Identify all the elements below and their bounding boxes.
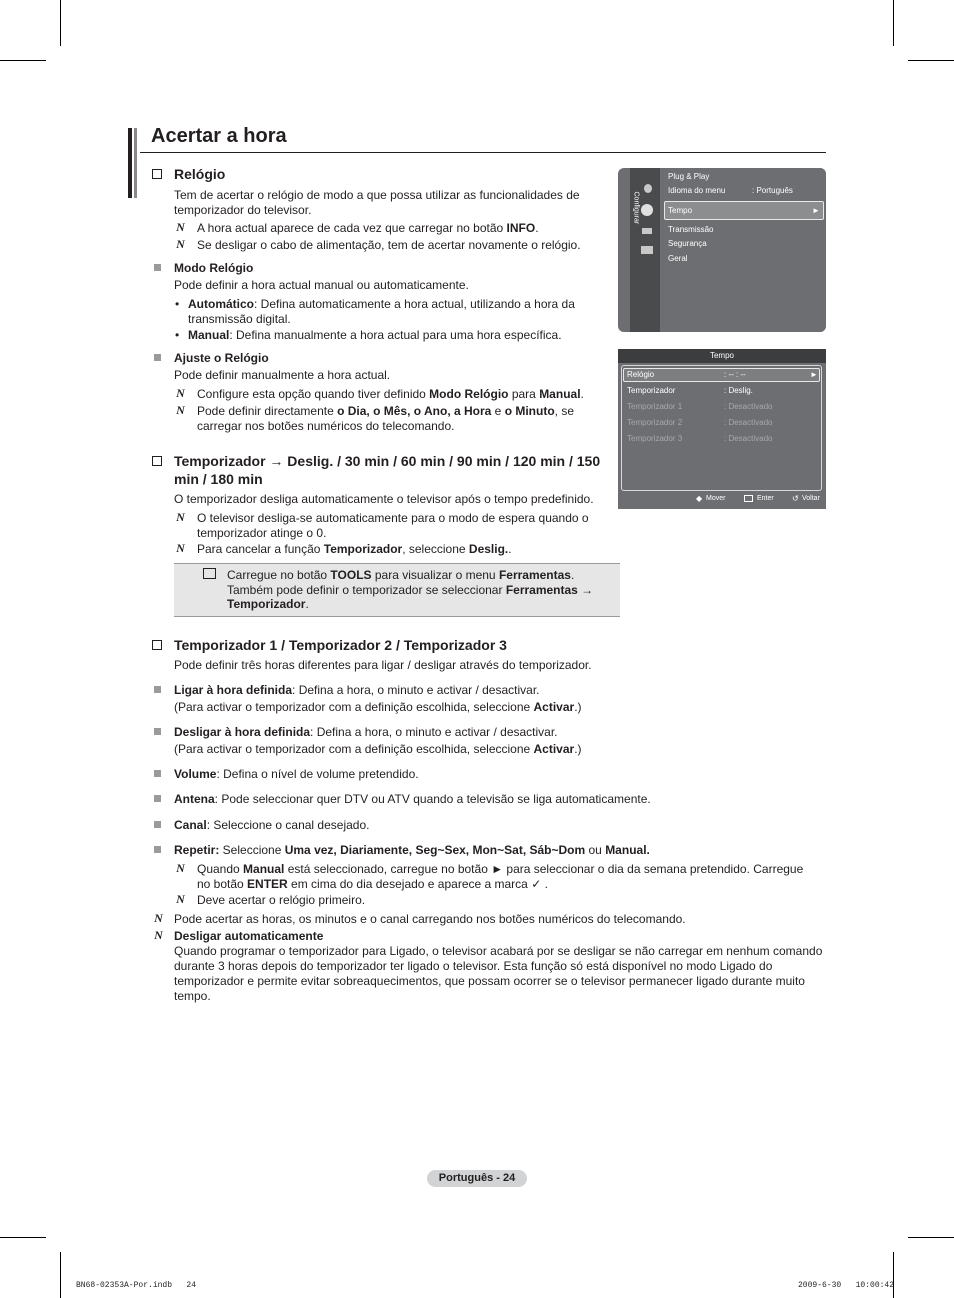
footer-date: 2009-6-30 10:00:42 <box>798 1281 895 1290</box>
square-bullet <box>154 770 161 777</box>
menu-side-label: Configurar <box>632 191 640 225</box>
note-icon: N <box>154 928 163 942</box>
temporizador-note2: Para cancelar a função Temporizador, seleccione Deslig.. <box>197 542 512 556</box>
temp123-desc: Pode definir três horas diferentes para ligar / desligar através do temporizador. <box>174 658 592 672</box>
section-heading-relogio: Relógio <box>174 166 226 182</box>
repetir-line: Repetir: Seleccione Uma vez, Diariamente, Seg~Sex, Mon~Sat, Sáb~Dom ou Manual. <box>174 843 650 857</box>
square-bullet <box>154 821 161 828</box>
note-icon: N <box>176 237 185 251</box>
square-bullet <box>154 264 161 271</box>
menu-item-transmissao[interactable]: Transmissão <box>668 225 714 234</box>
arrow-right-icon: ► <box>810 370 818 379</box>
square-bullet <box>154 795 161 802</box>
tools-text: Carregue no botão TOOLS para visualizar o menu Ferramentas. Também pode definir o temporizador se seleccionar Ferramentas → Temporizador. <box>227 568 594 611</box>
footer-move: Mover <box>706 495 726 502</box>
repetir-note1: Quando Manual está seleccionado, carregue no botão ► para seleccionar o dia da semana pretendido. Carregue no botão ENTER em cima do dia desejado e aparece a marca ✓ . <box>197 862 804 891</box>
sound-icon <box>644 184 652 193</box>
enter-icon <box>744 495 753 502</box>
final-note1: Pode acertar as horas, os minutos e o canal carregando nos botões numéricos do telecomando. <box>174 912 686 926</box>
desligar-line: Desligar à hora definida: Defina a hora, o minuto e activar / desactivar. <box>174 725 558 739</box>
crop-mark <box>908 60 954 61</box>
menu-item-geral[interactable]: Geral <box>668 254 688 263</box>
menu-row-label[interactable]: Temporizador 3 <box>627 434 683 443</box>
note-icon: N <box>176 386 185 400</box>
title-rule <box>140 152 826 153</box>
ligar-line: Ligar à hora definida: Defina a hora, o minuto e activar / desactivar. <box>174 683 540 697</box>
square-bullet <box>154 728 161 735</box>
menu-title: Tempo <box>618 349 826 363</box>
channel-icon <box>642 228 652 234</box>
tools-icon <box>203 568 216 579</box>
section-bullet <box>152 169 162 179</box>
menu-row-value: : Desactivado <box>724 418 773 427</box>
footer-back: Voltar <box>802 495 820 502</box>
menu-inner-frame <box>621 365 822 491</box>
menu-item-seguranca[interactable]: Segurança <box>668 239 707 248</box>
return-icon: ↺ <box>792 494 799 503</box>
temporizador-note1: O televisor desliga-se automaticamente para o modo de espera quando o temporizador atinge o 0. <box>197 511 589 540</box>
ajuste-note2: Pode definir directamente o Dia, o Mês, o Ano, a Hora e o Minuto, se carregar nos botões numéricos do telecomando. <box>197 404 575 433</box>
tv-menu-tempo <box>618 349 826 509</box>
section-bullet <box>152 456 162 466</box>
footer-file: BN68-02353A-Por.indb 24 <box>76 1281 197 1290</box>
crop-mark <box>0 1237 46 1238</box>
note-icon: N <box>176 403 185 417</box>
ajuste-desc: Pode definir manualmente a hora actual. <box>174 368 391 382</box>
menu-item-idioma[interactable]: Idioma do menu <box>668 186 726 195</box>
crop-mark <box>893 0 894 46</box>
bullet-dot: • <box>175 328 180 342</box>
modo-manual: Manual: Defina manualmente a hora actual para uma hora específica. <box>188 328 562 342</box>
menu-row-label[interactable]: Temporizador 1 <box>627 402 683 411</box>
crop-mark <box>60 1252 61 1298</box>
desligar-paren: (Para activar o temporizador com a definição escolhida, seleccione Activar.) <box>174 742 582 756</box>
note-icon: N <box>154 911 163 925</box>
menu-row-label[interactable]: Relógio <box>627 370 655 379</box>
note-icon: N <box>176 510 185 524</box>
final-note2-text: Quando programar o temporizador para Ligado, o televisor acabará por se desligar se não carregar em nenhum comando durante 3 horas depois do temporizador ter ligado o televisor. Esta função só está disponível no modo Ligado do temporizador e permite evitar sobreaquecimentos, que possam ocorrer se o televisor permanecer ligado durante muito tempo. <box>174 944 823 1003</box>
relogio-note2: Se desligar o cabo de alimentação, tem de acertar novamente o relógio. <box>197 238 581 252</box>
menu-row-value: : Desactivado <box>724 434 773 443</box>
volume-line: Volume: Defina o nível de volume pretendido. <box>174 767 419 781</box>
tv-menu-configurar <box>618 168 826 332</box>
modo-relogio-desc: Pode definir a hora actual manual ou automaticamente. <box>174 278 469 292</box>
final-note2-title: Desligar automaticamente <box>174 929 324 943</box>
section-heading-temporizador: Temporizador → Deslig. / 30 min / 60 min / 90 min / 120 min / 150 min / 180 min <box>174 453 601 487</box>
relogio-note1: A hora actual aparece de cada vez que carregar no botão INFO. <box>197 221 539 235</box>
ajuste-note1: Configure esta opção quando tiver definido Modo Relógio para Manual. <box>197 387 584 401</box>
note-icon: N <box>176 892 185 906</box>
footer-enter: Enter <box>757 495 774 502</box>
square-bullet <box>154 354 161 361</box>
modo-relogio-title: Modo Relógio <box>174 261 254 275</box>
section-heading-temp123: Temporizador 1 / Temporizador 2 / Temporizador 3 <box>174 637 507 653</box>
note-icon: N <box>176 861 185 875</box>
menu-row-value: : Desactivado <box>724 402 773 411</box>
menu-row-value: : Deslig. <box>724 386 753 395</box>
menu-row-label[interactable]: Temporizador 2 <box>627 418 683 427</box>
crop-mark <box>60 0 61 46</box>
page-title: Acertar a hora <box>151 125 287 147</box>
canal-line: Canal: Seleccione o canal desejado. <box>174 818 370 832</box>
note-icon: N <box>176 220 185 234</box>
title-accent-bar <box>134 128 137 198</box>
crop-mark <box>893 1252 894 1298</box>
title-accent-bar <box>128 128 132 198</box>
ligar-paren: (Para activar o temporizador com a definição escolhida, seleccione Activar.) <box>174 700 582 714</box>
menu-item-plug-play[interactable]: Plug & Play <box>668 172 710 181</box>
temporizador-desc: O temporizador desliga automaticamente o televisor após o tempo predefinido. <box>174 492 594 506</box>
menu-row-value: : -- : -- <box>724 370 746 379</box>
note-icon: N <box>176 541 185 555</box>
menu-item-idioma-value: : Português <box>752 186 793 195</box>
section-bullet <box>152 640 162 650</box>
input-icon <box>641 246 653 254</box>
gear-icon <box>641 204 653 216</box>
page-number-badge: Português - 24 <box>427 1170 527 1187</box>
square-bullet <box>154 846 161 853</box>
ajuste-title: Ajuste o Relógio <box>174 351 269 365</box>
arrow-right-icon: ► <box>812 206 820 215</box>
menu-item-tempo[interactable]: Tempo <box>668 206 693 215</box>
modo-auto: Automático: Defina automaticamente a hora actual, utilizando a hora da transmissão digital. <box>188 297 575 326</box>
crop-mark <box>0 60 46 61</box>
crop-mark <box>908 1237 954 1238</box>
repetir-note2: Deve acertar o relógio primeiro. <box>197 893 366 907</box>
relogio-desc: Tem de acertar o relógio de modo a que possa utilizar as funcionalidades de temporizador do televisor. <box>174 188 580 217</box>
bullet-dot: • <box>175 297 180 311</box>
square-bullet <box>154 686 161 693</box>
move-icon: ◆ <box>696 494 703 503</box>
menu-row-label[interactable]: Temporizador <box>627 386 676 395</box>
antena-line: Antena: Pode seleccionar quer DTV ou ATV quando a televisão se liga automaticamente. <box>174 792 651 806</box>
